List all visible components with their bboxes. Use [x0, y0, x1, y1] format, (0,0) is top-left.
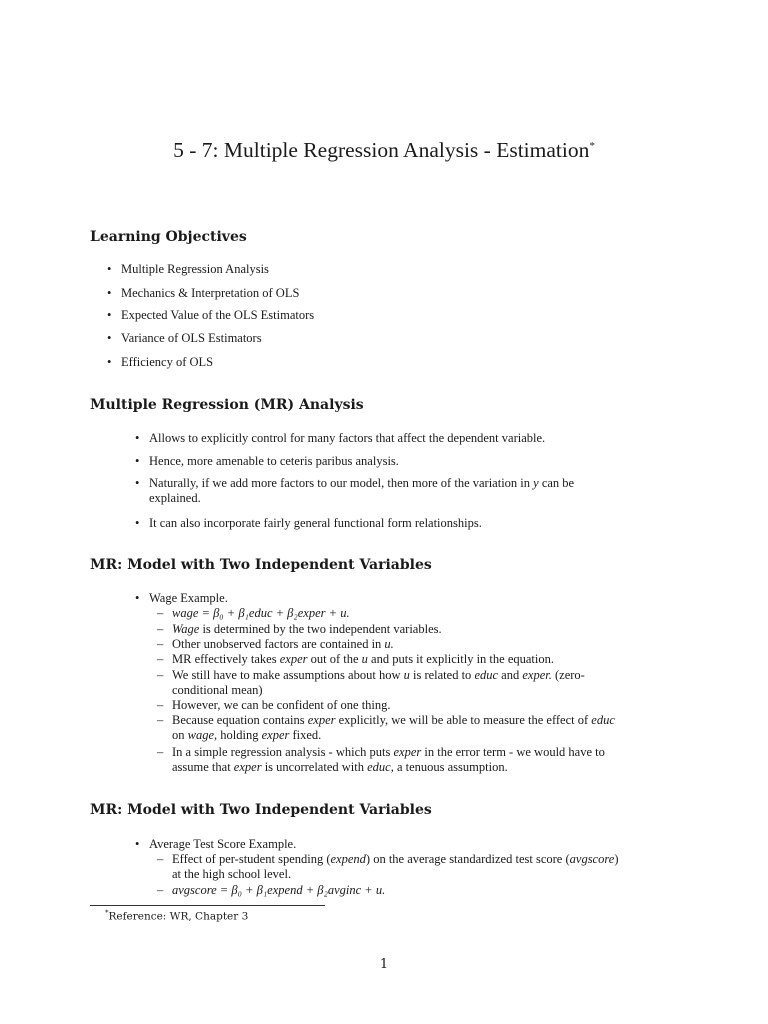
heading-learning-objectives: Learning Objectives: [90, 229, 247, 245]
list-item: • Allows to explicitly control for many factors that affect the dependent variable.: [135, 431, 546, 445]
sub-item: – However, we can be confident of one thing.: [157, 698, 391, 712]
heading-mr-analysis: Multiple Regression (MR) Analysis: [90, 397, 364, 413]
list-item: • It can also incorporate fairly general functional form relationships.: [135, 516, 482, 530]
heading-two-independent-variables-2: MR: Model with Two Independent Variables: [90, 802, 432, 818]
sub-item: – avgscore = β₀ + β₁expend + β₂avginc + u.: [157, 883, 386, 897]
sub-item: – wage = β₀ + β₁educ + β₂exper + u.: [157, 606, 350, 620]
page-number: 1: [379, 957, 389, 972]
sub-item: – MR effectively takes exper out of the u and puts it explicitly in the equation.: [157, 652, 554, 666]
title-footnote-mark: *: [589, 139, 595, 152]
footnote-rule: [90, 905, 325, 906]
page-title: [0, 138, 768, 163]
sub-item: – Wage is determined by the two independent variables.: [157, 622, 442, 636]
list-item: • Wage Example.: [135, 591, 228, 605]
list-item: • Average Test Score Example.: [135, 837, 297, 851]
footnote: *Reference: WR, Chapter 3: [105, 909, 249, 923]
sub-item: – We still have to make assumptions about how u is related to educ and exper. (zero- conditional mean): [157, 668, 585, 697]
list-item: • Expected Value of the OLS Estimators: [107, 308, 315, 322]
list-item: • Multiple Regression Analysis: [107, 262, 269, 276]
list-item: • Naturally, if we add more factors to our model, then more of the variation in y can be explained.: [135, 476, 575, 505]
sub-item: – Other unobserved factors are contained in u.: [157, 637, 394, 651]
list-item: • Hence, more amenable to ceteris paribus analysis.: [135, 454, 399, 468]
title-text: 5 - 7: Multiple Regression Analysis - Estimation: [173, 138, 590, 162]
sub-item: – Effect of per-student spending (expend) on the average standardized test score (avgscore) at the high school level.: [157, 852, 619, 881]
heading-two-independent-variables: MR: Model with Two Independent Variables: [90, 557, 432, 573]
list-item: • Efficiency of OLS: [107, 355, 214, 369]
list-item: • Mechanics & Interpretation of OLS: [107, 286, 300, 300]
list-item: • Variance of OLS Estimators: [107, 331, 262, 345]
sub-item: – In a simple regression analysis - which puts exper in the error term - we would have to assume that exper is uncorrelated with educ, a tenuous assumption.: [157, 745, 605, 774]
sub-item: – Because equation contains exper explicitly, we will be able to measure the effect of educ on wage, holding exper fixed.: [157, 713, 615, 742]
